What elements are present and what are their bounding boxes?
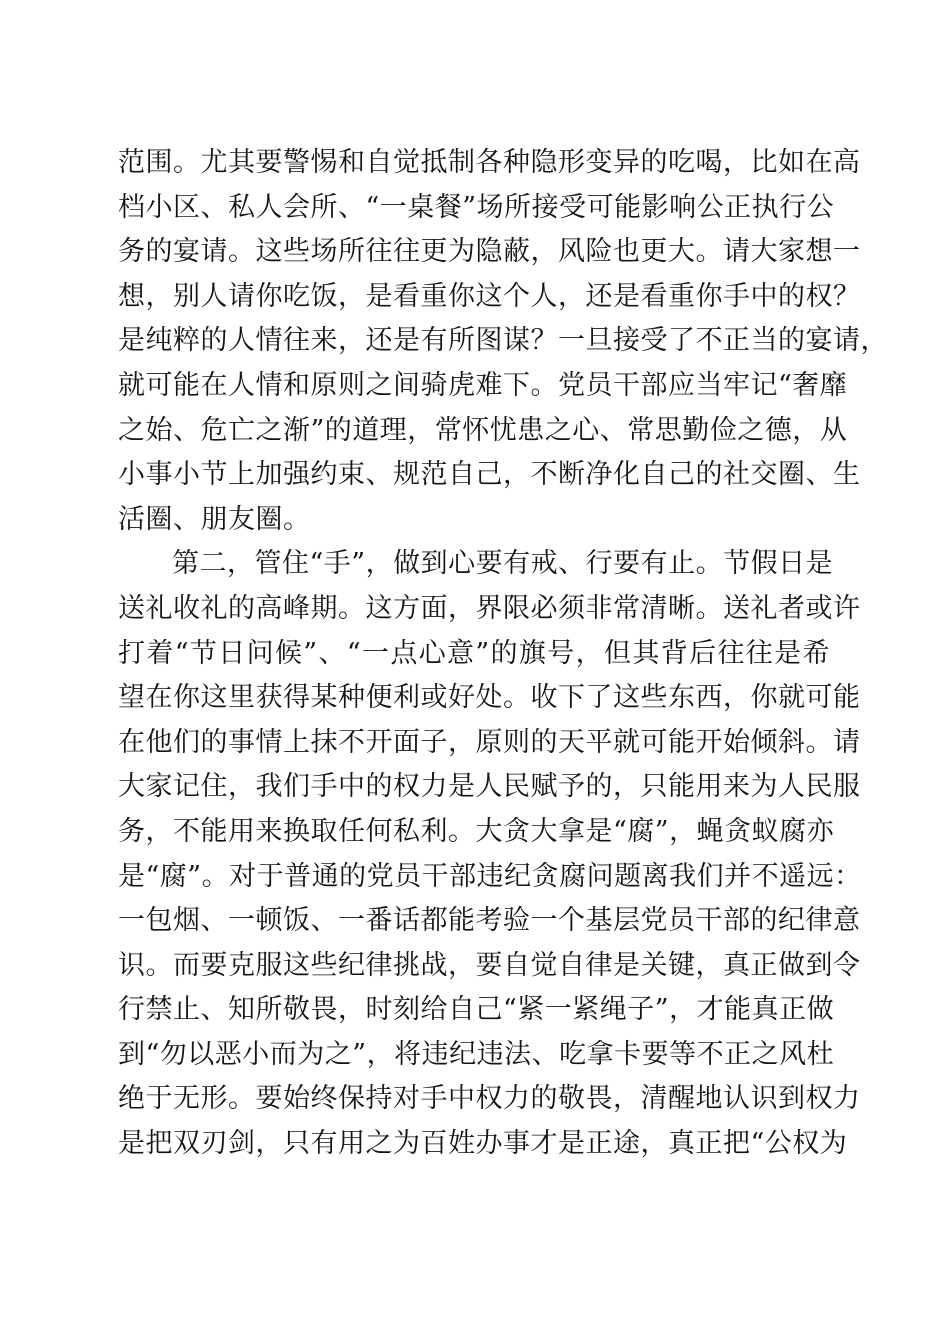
text-line: 是把双刃剑，只有用之为百姓办事才是正途，真正把“公权为 — [118, 1128, 848, 1160]
text-line: 务的宴请。这些场所往往更为隐蔽，风险也更大。请大家想一 — [118, 236, 861, 268]
text-line: 送礼收礼的高峰期。这方面，界限必须非常清晰。送礼者或许 — [118, 592, 861, 624]
text-line: 在他们的事情上抹不开面子，原则的天平就可能开始倾斜。请 — [118, 726, 861, 758]
text-line: 小事小节上加强约束、规范自己，不断净化自己的社交圈、生 — [118, 459, 861, 491]
text-line: 到“勿以恶小而为之”，将违纪违法、吃拿卡要等不正之风杜 — [118, 1038, 835, 1070]
text-line: 望在你这里获得某种便利或好处。收下了这些东西，你就可能 — [118, 682, 861, 714]
text-line: 绝于无形。要始终保持对手中权力的敬畏，清醒地认识到权力 — [118, 1083, 861, 1115]
text-line: 行禁止、知所敬畏，时刻给自己“紧一紧绳子”，才能真正做 — [118, 994, 835, 1026]
text-line: 打着“节日问候”、“一点心意”的旗号，但其背后往往是希 — [118, 637, 830, 669]
paragraph-heading-line: 第二，管住“手”，做到心要有戒、行要有止。节假日是 — [172, 548, 834, 580]
text-line: 大家记住，我们手中的权力是人民赋予的，只能用来为人民服 — [118, 771, 861, 803]
body-text — [118, 141, 888, 1167]
text-line: 之始、危亡之渐”的道理，常怀忧患之心、常思勤俭之德，从 — [118, 414, 848, 446]
text-line: 就可能在人情和原则之间骑虎难下。党员干部应当牢记“奢靡 — [118, 369, 848, 401]
text-line: 档小区、私人会所、“一桌餐”场所接受可能影响公正执行公 — [118, 191, 835, 223]
text-line: 一包烟、一顿饭、一番话都能考验一个基层党员干部的纪律意 — [118, 905, 861, 937]
text-line: 是纯粹的人情往来，还是有所图谋？一旦接受了不正当的宴请， — [118, 325, 888, 357]
text-line: 活圈、朋友圈。 — [118, 503, 311, 535]
text-line: 范围。尤其要警惕和自觉抵制各种隐形变异的吃喝，比如在高 — [118, 147, 861, 178]
text-line: 识。而要克服这些纪律挑战，要自觉自律是关键，真正做到令 — [118, 949, 861, 981]
text-line: 是“腐”。对于普通的党员干部违纪贪腐问题离我们并不遥远： — [118, 860, 862, 892]
text-line: 想，别人请你吃饭，是看重你这个人，还是看重你手中的权？ — [118, 280, 861, 312]
text-line: 务，不能用来换取任何私利。大贪大拿是“腐”，蝇贪蚁腐亦 — [118, 815, 835, 847]
